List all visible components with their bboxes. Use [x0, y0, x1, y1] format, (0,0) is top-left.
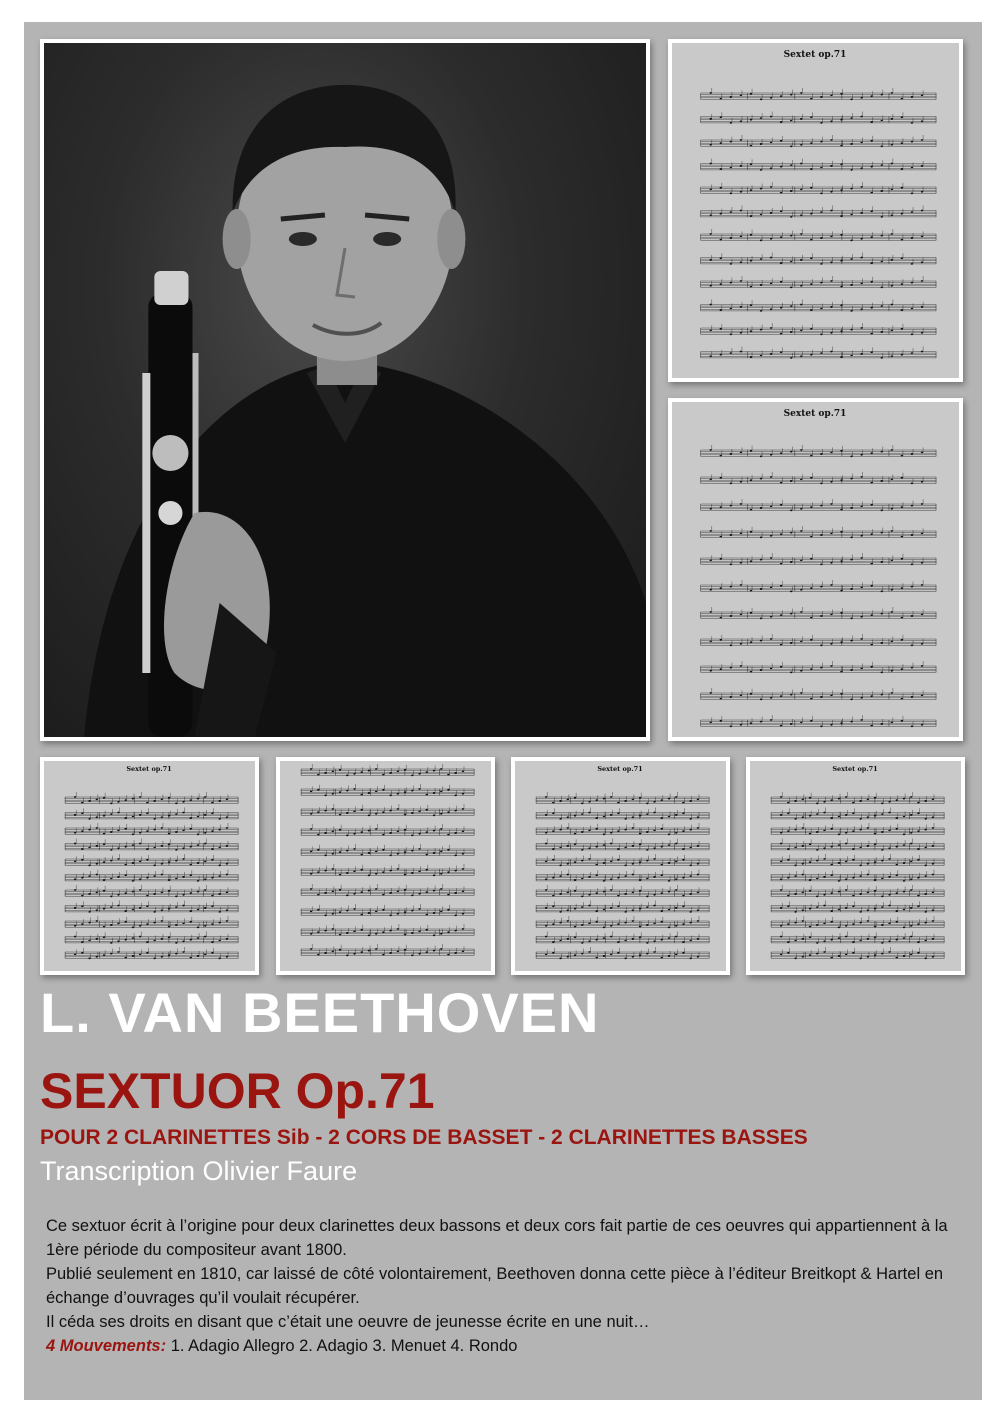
staff — [701, 553, 936, 565]
composer-name: L. VAN BEETHOVEN — [40, 981, 600, 1044]
movements-label: 4 Mouvements: — [46, 1337, 167, 1355]
score-page-2 — [668, 398, 963, 741]
score-page-4 — [276, 757, 495, 975]
staff — [301, 884, 474, 896]
description-paragraph: Ce sextuor écrit à l’origine pour deux clarinettes deux bassons et deux cors fait partie de ces oeuvres qui appartiennent à la 1ère période du compositeur avant 1800. — [46, 1217, 948, 1259]
staff — [701, 88, 936, 100]
staff — [701, 472, 936, 484]
staff — [301, 864, 474, 876]
staff — [701, 445, 936, 457]
clarinetist-photo-illustration — [44, 43, 646, 737]
staff — [301, 844, 474, 856]
staff — [771, 823, 944, 835]
staff — [701, 300, 936, 312]
score-page-title: Sextet op.71 — [832, 765, 878, 773]
description — [46, 1214, 966, 1358]
staff — [536, 792, 709, 804]
staff — [65, 901, 238, 913]
staff — [65, 808, 238, 820]
staff — [536, 808, 709, 820]
staff — [65, 839, 238, 851]
staff — [65, 823, 238, 835]
staff — [701, 135, 936, 147]
staff — [301, 944, 474, 956]
staff — [701, 112, 936, 124]
score-page-6 — [746, 757, 965, 975]
score-page-title: Sextet op.71 — [126, 765, 172, 773]
clarinetist-photo — [44, 43, 646, 737]
score-page-1 — [668, 39, 963, 382]
score-page-5 — [511, 757, 730, 975]
staff — [771, 792, 944, 804]
staff — [301, 824, 474, 836]
staff — [536, 885, 709, 897]
staff — [536, 839, 709, 851]
staff — [301, 784, 474, 796]
staff — [701, 661, 936, 673]
staff — [771, 854, 944, 866]
staff — [701, 323, 936, 335]
movements-line — [46, 1334, 966, 1358]
staff — [536, 901, 709, 913]
work-title: SEXTUOR Op.71 — [40, 1063, 435, 1119]
staff — [65, 932, 238, 944]
staff — [301, 764, 474, 776]
score-page-3 — [40, 757, 259, 975]
staff — [771, 839, 944, 851]
staff — [701, 206, 936, 218]
staff — [701, 688, 936, 700]
staff — [536, 854, 709, 866]
staff — [771, 808, 944, 820]
staff — [65, 947, 238, 959]
staff — [701, 715, 936, 727]
staff — [65, 870, 238, 882]
staff — [701, 229, 936, 241]
staff — [701, 607, 936, 619]
staff — [771, 932, 944, 944]
staff — [65, 792, 238, 804]
staff — [771, 916, 944, 928]
staff — [701, 347, 936, 359]
staff — [701, 276, 936, 288]
poster — [24, 22, 982, 1400]
staff — [701, 634, 936, 646]
staff — [701, 159, 936, 171]
movements-list: 1. Adagio Allegro 2. Adagio 3. Menuet 4. Rondo — [166, 1337, 518, 1355]
staff — [771, 870, 944, 882]
staff — [65, 854, 238, 866]
staff — [771, 901, 944, 913]
staff — [536, 947, 709, 959]
description-paragraph: Il céda ses droits en disant que c’était une oeuvre de jeunesse écrite en une nuit… — [46, 1313, 650, 1331]
staff — [536, 823, 709, 835]
staff — [301, 904, 474, 916]
staff — [701, 182, 936, 194]
staff — [301, 804, 474, 816]
staff — [701, 499, 936, 511]
description-paragraph: Publié seulement en 1810, car laissé de côté volontairement, Beethoven donna cette pièce à l’éditeur Breitkopt & Hartel en échange d’ouvrages qu’il voulait récupérer. — [46, 1265, 944, 1307]
staff — [771, 947, 944, 959]
staff — [536, 870, 709, 882]
transcription-credit: Transcription Olivier Faure — [40, 1156, 358, 1186]
instrumentation: POUR 2 CLARINETTES Sib - 2 CORS DE BASSET - 2 CLARINETTES BASSES — [40, 1126, 808, 1149]
staff — [65, 885, 238, 897]
staff — [65, 916, 238, 928]
staff — [701, 580, 936, 592]
score-page-title: Sextet op.71 — [597, 765, 643, 773]
score-page-title: Sextet op.71 — [783, 409, 847, 419]
staff — [536, 932, 709, 944]
staff — [301, 924, 474, 936]
staff — [536, 916, 709, 928]
staff — [771, 885, 944, 897]
score-page-title: Sextet op.71 — [783, 50, 847, 60]
staff — [701, 526, 936, 538]
clarinetist-photo-frame — [40, 39, 650, 741]
staff — [701, 253, 936, 265]
